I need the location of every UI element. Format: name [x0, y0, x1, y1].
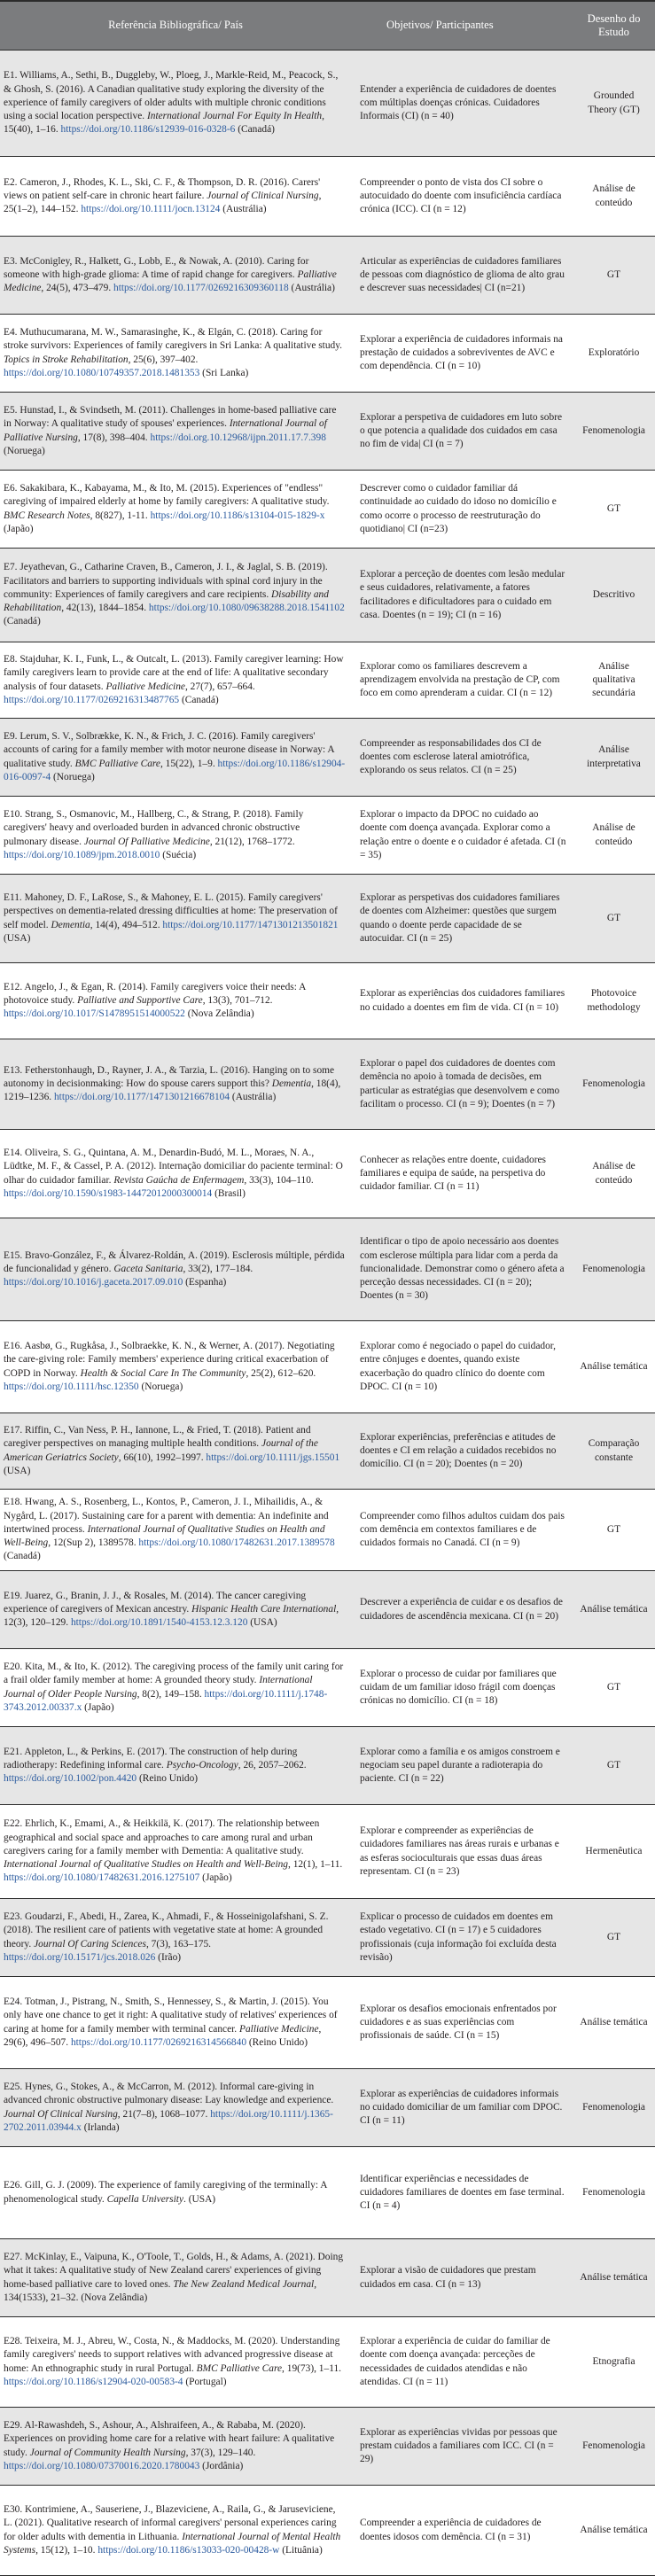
country-text: (Japão) — [4, 523, 34, 534]
reference-text: E12. Angelo, J., & Egan, R. (2014). Family caregivers voice their needs: A photovoice study. — [4, 981, 306, 1006]
reference-details: , 17(8), 398–404. — [77, 432, 151, 443]
reference-details: , 14(4), 494–512. — [90, 919, 163, 930]
doi-link[interactable]: https://doi.org/10.1080/17482631.2016.1275107 — [4, 1872, 200, 1884]
reference-text: E21. Appleton, L., & Perkins, E. (2017). The construction of help during radiotherapy: Redefining informal care. — [4, 1746, 298, 1771]
objective-cell: Identificar o tipo de apoio necessário aos doentes com esclerose múltipla para lidar com a perda da funcionalidade. Demonstrar como o género afeta a perceção dessas necessidades. CI (n = 20); Doentes (n = 30) — [351, 1218, 573, 1321]
objective-cell: Explorar a experiência de cuidadores informais na prestação de cuidados a sobreviventes de AVC e com dependência. CI (n = 10) — [351, 315, 573, 393]
reference-text: E15. Bravo-González, F., & Álvarez-Roldán, A. (2019). Esclerosis múltiple, pérdida de funcionalidad y género. — [4, 1249, 345, 1274]
doi-link[interactable]: https://doi.org/10.1080/07370016.2020.1780043 — [4, 2460, 200, 2471]
journal-name: Journal Of Caring Sciences — [34, 1938, 146, 1950]
country-text: (Jordânia) — [199, 2460, 244, 2471]
table-row — [0, 1805, 655, 1899]
reference-text: E14. Oliveira, S. G., Quintana, A. M., Denardin-Budó, M. L., Moraes, N. A., Lüdtke, M. F., & Cassel, P. A. (2012). Internação domiciliar do paciente terminal: O olhar do cuidador familiar. — [4, 1147, 343, 1186]
reference-text: E20. Kita, M., & Ito, K. (2012). The caregiving process of the family unit caring for a frail older family member at home: A grounded theory study. — [4, 1661, 344, 1686]
journal-name: International Journal of Qualitative Studies on Health and Well-Being — [4, 1523, 325, 1549]
design-cell: Análise qualitativa secundária — [573, 642, 655, 719]
doi-link[interactable]: https://doi.org.10.12968/ijpn.2011.17.7.398 — [150, 432, 326, 443]
country-text: (USA) — [4, 932, 31, 944]
design-cell: Análise temática — [573, 2486, 655, 2576]
design-cell: Análise de conteúdo — [573, 797, 655, 875]
reference-cell — [0, 797, 351, 875]
objective-cell: Conhecer as relações entre doente, cuidadores familiares e equipa de saúde, na perspetiva do cuidador familiar. CI (n = 11) — [351, 1130, 573, 1218]
design-cell: GT — [573, 1899, 655, 1977]
journal-name: International Journal of Qualitative Studies on Health and Well-Being — [4, 1859, 289, 1871]
reference-details: , 33(2), 177–184. — [183, 1263, 253, 1274]
journal-name: Palliative Medicine — [4, 268, 337, 294]
table-row — [0, 1649, 655, 1727]
table-row — [0, 1977, 655, 2069]
objective-cell: Compreender o ponto de vista dos CI sobre o autocuidado do doente com insuficiência cardíaca crónica (ICC). CI (n = 12) — [351, 157, 573, 237]
journal-name: Disability and Rehabilitation — [4, 588, 329, 614]
header-row — [0, 1, 655, 51]
doi-link[interactable]: https://doi.org/10.1177/1471301213501821 — [162, 919, 339, 930]
design-cell: Hermenêutica — [573, 1805, 655, 1899]
doi-link[interactable]: https://doi.org/10.1186/s13104-015-1829-x — [150, 510, 325, 521]
reference-cell — [0, 719, 351, 797]
objective-cell: Compreender as responsabilidades dos CI de doentes com esclerose lateral amiotrófica, explorando os seus relatos. CI (n = 25) — [351, 719, 573, 797]
objective-cell: Explorar o papel dos cuidadores de doentes com demência no apoio à tomada de decisões, em particular as estratégias que desenvolvem e como facilitam o processo. CI (n = 9); Doentes (n = 7) — [351, 1039, 573, 1130]
journal-name: BMC Research Notes — [4, 510, 90, 521]
reference-details: , 33(3), 104–110. — [244, 1174, 314, 1186]
reference-details: , 27(7), 657–664. — [184, 681, 255, 692]
journal-name: Dementia — [271, 1078, 312, 1089]
journal-name: Palliative Medicine — [105, 681, 185, 692]
doi-link[interactable]: https://doi.org/10.1186/s13033-020-00428-w — [97, 2544, 280, 2556]
reference-details: , 66(10), 1992–1997. — [118, 1451, 207, 1463]
reference-text: E24. Totman, J., Pistrang, N., Smith, S., Hennessey, S., & Martin, J. (2015). You only have one chance to get it right: A qualitative study of relatives' experiences of caring at home for a family member with terminal cancer. — [4, 1996, 338, 2035]
doi-link[interactable]: https://doi.org/10.1111/j.1365-2702.2011.03944.x — [4, 2108, 333, 2133]
reference-details: , 25(6), 397–402. — [128, 354, 199, 365]
design-cell: Fenomenologia — [573, 2147, 655, 2239]
reference-text: E4. Muthucumarana, M. W., Samarasinghe, K., & Elgán, C. (2018). Caring for stroke survivors: Experiences of family caregivers in Sri Lanka: A qualitative study. — [4, 326, 343, 352]
table-row — [0, 1130, 655, 1218]
reference-cell — [0, 1571, 351, 1649]
journal-name: Palliative and Supportive Care — [77, 994, 203, 1006]
country-text: (Noruega) — [138, 1381, 183, 1392]
reference-cell — [0, 642, 351, 719]
country-text: (Noruega) — [51, 771, 95, 782]
doi-link[interactable]: https://doi.org/10.1017/S1478951514000522 — [4, 1008, 185, 1020]
doi-link[interactable]: https://doi.org/10.1177/0269216309360118 — [113, 283, 289, 294]
design-cell: GT — [573, 1727, 655, 1805]
journal-name: Journal of the American Geriatrics Society — [4, 1438, 318, 1463]
reference-text: E19. Juarez, G., Branin, J. J., & Rosales, M. (2014). The cancer caregiving experience of caregivers of Mexican ancestry. — [4, 1590, 307, 1615]
objective-cell: Explorar os desafios emocionais enfrentados por cuidadores e as suas experiências com profissionais de saúde. CI (n = 15) — [351, 1977, 573, 2069]
journal-name: International Journal of Mental Health Systems — [4, 2531, 341, 2556]
design-cell: Descritivo — [573, 549, 655, 642]
objective-cell: Descrever a experiência de cuidar e os desafios de cuidadores de ascendência mexicana. CI (n = 20) — [351, 1571, 573, 1649]
journal-name: Topics in Stroke Rehabilitation — [4, 354, 129, 365]
reference-cell — [0, 471, 351, 549]
journal-name: Capella University — [106, 2193, 184, 2205]
design-cell: GT — [573, 237, 655, 315]
design-cell: Fenomenologia — [573, 2069, 655, 2147]
table-body — [0, 51, 655, 2576]
design-cell: Análise de conteúdo — [573, 157, 655, 237]
reference-text: E2. Cameron, J., Rhodes, K. L., Ski, C. F., & Thompson, D. R. (2016). Carers' views on patient self-care in chronic heart failure. — [4, 176, 321, 201]
table-row — [0, 1490, 655, 1571]
journal-name: International Journal of Older People Nursing — [4, 1675, 313, 1700]
table-row — [0, 1727, 655, 1805]
reference-details: , 26, 2057–2062. — [238, 1759, 307, 1771]
reference-details: , 12(3), 120–129. — [4, 1603, 339, 1629]
table-row — [0, 719, 655, 797]
doi-link[interactable]: https://doi.org/10.1080/10749357.2018.1481353 — [4, 367, 200, 378]
reference-cell — [0, 1321, 351, 1413]
design-cell: GT — [573, 1490, 655, 1571]
reference-cell — [0, 875, 351, 963]
country-text: (Canadá) — [235, 124, 275, 136]
table-row — [0, 642, 655, 719]
table-row — [0, 963, 655, 1039]
reference-text: E25. Hynes, G., Stokes, A., & McCarron, M. (2012). Informal care-giving in advanced chronic obstructive pulmonary disease: Lay knowledge and experience. — [4, 2081, 334, 2106]
reference-text: E26. Gill, G. J. (2009). The experience of family caregiving of the terminally: A phenomenological study. — [4, 2180, 327, 2205]
reference-text: E9. Lerum, S. V., Solbrække, K. N., & Frich, J. C. (2016). Family caregivers' accounts of caring for a family member with motor neurone disease in Norway: A qualitative study. — [4, 730, 334, 769]
journal-name: International Journal of Palliative Nursing — [4, 418, 327, 443]
reference-text: E18. Hwang, A. S., Rosenberg, L., Kontos, P., Cameron, J. I., Mihailidis, A., & Nygård, L. (2017). Sustaining care for a parent with dementia: An indefinite and intertwined process. — [4, 1497, 329, 1535]
journal-name: Palliative Medicine — [239, 2023, 319, 2035]
objective-cell: Explorar a perspetiva de cuidadores em luto sobre o que potencia a qualidade dos cuidados em casa no fim de vida| CI (n = 7) — [351, 393, 573, 471]
objective-cell: Explorar a perceção de doentes com lesão medular e seus cuidadores, relativamente, a fatores facilitadores e dificultadores para o cuidado em casa. Doentes (n = 19); CI (n = 16) — [351, 549, 573, 642]
reference-details: , 29(6), 496–507. — [4, 2023, 322, 2048]
objective-cell: Entender a experiência de cuidadores de doentes com múltiplas doenças crónicas. Cuidadores Informais (CI) (n = 40) — [351, 51, 573, 157]
journal-name: Psycho-Oncology — [166, 1759, 238, 1771]
reference-cell — [0, 1413, 351, 1490]
objective-cell: Descrever como o cuidador familiar dá continuidade ao cuidado do idoso no domicílio e como ocorre o processo de reestruturação do quotidiano| CI (n=23) — [351, 471, 573, 549]
reference-cell — [0, 1899, 351, 1977]
reference-details: , 15(12), 1–10. — [35, 2544, 98, 2556]
table-row — [0, 1321, 655, 1413]
reference-details: , 24(5), 473–479. — [41, 283, 114, 294]
table-row — [0, 1571, 655, 1649]
journal-name: Revista Gaúcha de Enfermagem — [113, 1174, 245, 1186]
reference-cell — [0, 2408, 351, 2486]
reference-details: , 7(3), 163–175. — [145, 1938, 212, 1950]
objective-cell: Identificar experiências e necessidades de cuidadores familiares de doentes em fase terminal. CI (n = 4) — [351, 2147, 573, 2239]
objective-cell: Compreender como filhos adultos cuidam dos pais com demência em contextos familiares e de cuidados formais no Canadá. CI (n = 9) — [351, 1490, 573, 1571]
objective-cell: Explorar a experiência de cuidar do familiar de doente com doença avançada: perceções de necessidades de cuidados atendidas e não atendidas. CI (n = 11) — [351, 2317, 573, 2408]
doi-link[interactable]: https://doi.org/10.1177/1471301216678104 — [53, 1092, 230, 1103]
header-objectives: Objetivos/ Participantes — [351, 1, 573, 51]
table-row — [0, 2317, 655, 2408]
reference-cell — [0, 1805, 351, 1899]
country-text: (Noruega) — [4, 445, 45, 456]
reference-cell — [0, 237, 351, 315]
journal-name: International Journal For Equity In Health — [146, 111, 323, 122]
design-cell: Grounded Theory (GT) — [573, 51, 655, 157]
reference-cell — [0, 1977, 351, 2069]
objective-cell: Explorar as experiências de cuidadores informais no cuidado domiciliar de um familiar com DPOC. CI (n = 11) — [351, 2069, 573, 2147]
reference-cell — [0, 1490, 351, 1571]
reference-text: E16. Aasbø, G., Rugkåsa, J., Solbraekke, K. N., & Werner, A. (2017). Negotiating the care-giving role: Family members' experience during critical exacerbation of COPD in Norway. — [4, 1340, 335, 1379]
reference-details: , 15(40), 1–16. — [4, 111, 324, 136]
country-text: (Portugal) — [183, 2376, 227, 2387]
objective-cell: Explorar como os familiares descrevem a aprendizagem envolvida na prestação de CP, com foco em como aprenderam a cuidar. CI (n = 12) — [351, 642, 573, 719]
reference-details: , 42(13), 1844–1854. — [61, 603, 149, 614]
design-cell: Exploratório — [573, 315, 655, 393]
journal-name: Health & Social Care In The Community — [80, 1367, 246, 1379]
table-row — [0, 471, 655, 549]
doi-link[interactable]: https://doi.org/10.1177/0269216313487765 — [4, 694, 180, 705]
reference-details: , 13(3), 701–712. — [202, 994, 273, 1006]
country-text: (Nova Zelândia) — [184, 1008, 254, 1020]
reference-cell — [0, 1039, 351, 1130]
country-text: (Austrália) — [220, 204, 267, 215]
country-text: (Sri Lanka) — [199, 367, 249, 378]
reference-details: . (USA) — [183, 2193, 216, 2205]
table-row — [0, 1218, 655, 1321]
reference-text: E11. Mahoney, D. F., LaRose, S., & Mahoney, E. L. (2015). Family caregivers' perspectives on dementia-related dressing difficulties at home: The preservation of self model. — [4, 891, 338, 930]
country-text: (Lituânia) — [279, 2544, 323, 2556]
country-text: (Irão) — [155, 1951, 182, 1963]
objective-cell: Explorar experiências, preferências e atitudes de doentes e CI em relação a cuidados recebidos no domicílio. CI (n = 20); Doentes (n = 20) — [351, 1413, 573, 1490]
journal-name: Journal Of Palliative Medicine — [83, 836, 210, 847]
country-text: (USA) — [4, 1465, 31, 1476]
reference-text: E23. Goudarzi, F., Abedi, H., Zarea, K., Ahmadi, F., & Hosseinigolafshani, S. Z. (2018). The resilient care of patients with vegetative state at home: A grounded theory. — [4, 1911, 329, 1950]
reference-text: E3. McConigley, R., Halkett, G., Lobb, E., & Nowak, A. (2010). Caring for someone with high-grade glioma: A time of rapid change for caregivers. — [4, 255, 309, 280]
doi-link[interactable]: https://doi.org/10.1002/pon.4420 — [4, 1773, 137, 1785]
objective-cell: Explorar a visão de cuidadores que prestam cuidados em casa. CI (n = 13) — [351, 2239, 573, 2317]
reference-cell — [0, 1218, 351, 1321]
reference-cell — [0, 51, 351, 157]
design-cell: Análise temática — [573, 2239, 655, 2317]
header-design: Desenho do Estudo — [573, 1, 655, 51]
design-cell: Análise temática — [573, 1321, 655, 1413]
table-row — [0, 393, 655, 471]
reference-text: E10. Strang, S., Osmanovic, M., Hallberg, C., & Strang, P. (2018). Family caregivers' heavy and overloaded burden in advanced chronic obstructive pulmonary disease. — [4, 808, 304, 847]
objective-cell: Explorar o impacto da DPOC no cuidado ao doente com doença avançada. Explorar como a relação entre o doente e o cuidador é afetada. CI (n = 35) — [351, 797, 573, 875]
reference-text: E8. Stajduhar, K. I., Funk, L., & Outcalt, L. (2013). Family caregiver learning: How family caregivers learn to provide care at the end of life: A qualitative secondary analysis of four datasets. — [4, 653, 344, 692]
reference-cell — [0, 315, 351, 393]
doi-link[interactable]: https://doi.org/10.1111/hsc.12350 — [4, 1381, 139, 1392]
doi-link[interactable]: https://doi.org/10.1080/09638288.2018.1541102 — [148, 603, 345, 614]
reference-details: , 25(1–2), 144–152. — [4, 190, 322, 215]
journal-name: BMC Palliative Care — [74, 758, 160, 769]
doi-link[interactable]: https://doi.org/10.1186/s12939-016-0328-6 — [60, 124, 236, 136]
objective-cell: Explicar o processo de cuidados em doentes em estado vegetativo. CI (n = 17) e 5 cuidadores profissionais (cuja informação foi excluída desta revisão) — [351, 1899, 573, 1977]
journal-name: Journal of Clinical Nursing — [207, 190, 319, 201]
table-row — [0, 2486, 655, 2576]
country-text: (Austrália) — [230, 1092, 277, 1103]
reference-details: , 19(73), 1–11. — [282, 2362, 342, 2374]
table-row — [0, 157, 655, 237]
objective-cell: Explorar as perspetivas dos cuidadores familiares de doentes com Alzheimer: questões que surgem quando o doente perde capacidade de se autocuidar. CI (n = 25) — [351, 875, 573, 963]
country-text: (Canadá) — [4, 1551, 41, 1562]
table-header — [0, 1, 655, 51]
journal-name: Dementia — [51, 919, 90, 930]
country-text: (USA) — [247, 1617, 277, 1629]
doi-link[interactable]: https://doi.org/10.15171/jcs.2018.026 — [4, 1951, 156, 1963]
table-row — [0, 2239, 655, 2317]
doi-link[interactable]: https://doi.org/10.1089/jpm.2018.0010 — [4, 849, 160, 860]
doi-link[interactable]: https://doi.org/10.1177/0269216314566840 — [70, 2036, 247, 2048]
table-row — [0, 1413, 655, 1490]
journal-name: Gaceta Sanitaria — [113, 1263, 183, 1274]
design-cell: Fenomenologia — [573, 2408, 655, 2486]
doi-link[interactable]: https://doi.org/10.1186/s12904-020-00583-4 — [4, 2376, 183, 2387]
reference-cell — [0, 157, 351, 237]
table-row — [0, 1039, 655, 1130]
country-text: (Austrália) — [288, 283, 335, 294]
objective-cell: Explorar e compreender as experiências de cuidadores familiares nas áreas rurais e urbanas e as esferas socioculturais que essas duas áreas representam. CI (n = 23) — [351, 1805, 573, 1899]
reference-details: , 15(22), 1–9. — [160, 758, 218, 769]
country-text: (Reino Unido) — [246, 2036, 308, 2048]
reference-text: E17. Riffin, C., Van Ness, P. H., Iannone, L., & Fried, T. (2018). Patient and caregiver perspectives on managing multiple health conditions. — [4, 1424, 311, 1450]
country-text: (Suécia) — [160, 849, 197, 860]
reference-cell — [0, 1727, 351, 1805]
journal-name: BMC Palliative Care — [196, 2362, 283, 2374]
objective-cell: Explorar como é negociado o papel do cuidador, entre cônjuges e doentes, quando existe exacerbação do quadro clínico do doente com DPOC. CI (n = 10) — [351, 1321, 573, 1413]
objective-cell: Compreender a experiência de cuidadores de doentes idosos com demência. CI (n = 31) — [351, 2486, 573, 2576]
doi-link[interactable]: https://doi.org/10.1111/j.1748-3743.2012.00337.x — [4, 1688, 328, 1713]
reference-cell — [0, 2317, 351, 2408]
reference-text: E22. Ehrlich, K., Emami, A., & Heikkilä, K. (2017). The relationship between geographical and social space and approaches to care among rural and urban caregivers caring for a family member with Dementia: A qualitative study. — [4, 1818, 320, 1856]
reference-details: , 12(1), 1–11. — [288, 1859, 343, 1871]
reference-details: , 8(2), 149–158. — [136, 1688, 205, 1700]
design-cell: Análise temática — [573, 1977, 655, 2069]
doi-link[interactable]: https://doi.org/10.1186/s12904-016-0097-4 — [4, 758, 346, 782]
country-text: (Canadá) — [179, 694, 219, 705]
design-cell: Photovoice methodology — [573, 963, 655, 1039]
doi-link[interactable]: https://doi.org/10.1111/jocn.13124 — [81, 204, 221, 215]
reference-cell — [0, 1649, 351, 1727]
design-cell: Fenomenologia — [573, 393, 655, 471]
doi-link[interactable]: https://doi.org/10.1080/17482631.2017.1389578 — [138, 1537, 335, 1549]
country-text: (Brasil) — [212, 1187, 246, 1199]
country-text: (Espanha) — [183, 1277, 227, 1288]
reference-cell — [0, 2069, 351, 2147]
table-row — [0, 797, 655, 875]
reference-cell — [0, 549, 351, 642]
reference-text: E28. Teixeira, M. J., Abreu, W., Costa, N., & Maddocks, M. (2020). Understanding family caregivers' needs to support relatives with advanced progressive disease at home: An ethnographic study in rural Portugal. — [4, 2335, 340, 2374]
reference-details: , 12(Sup 2), 1389578. — [48, 1537, 139, 1549]
reference-text: E1. Williams, A., Sethi, B., Duggleby, W., Ploeg, J., Markle-Reid, M., Peacock, S., & Ghosh, S. (2016). A Canadian qualitative study exploring the diversity of the experience of family caregivers of older adults with multiple chronic conditions using a social location perspective. — [4, 70, 339, 122]
reference-details: , 8(827), 1-11. — [90, 510, 151, 521]
reference-cell — [0, 2239, 351, 2317]
doi-link[interactable]: https://doi.org/10.1111/jgs.15501 — [206, 1451, 340, 1463]
journal-name: Journal Of Clinical Nursing — [4, 2108, 118, 2120]
doi-link[interactable]: https://doi.org/10.1016/j.gaceta.2017.09.010 — [4, 1277, 183, 1288]
table-row — [0, 1899, 655, 1977]
reference-text: E6. Sakakibara, K., Kabayama, M., & Ito, M. (2015). Experiences of "endless" caregiving of impaired elderly at home by family caregivers: A qualitative study. — [4, 482, 330, 508]
reference-text: E7. Jeyathevan, G., Catharine Craven, B., Cameron, J. I., & Jaglal, S. B. (2019). Facilitators and barriers to supporting individuals with spinal cord injury in the community: Experiences of family caregivers and care recipients. — [4, 562, 328, 600]
table-row — [0, 51, 655, 157]
doi-link[interactable]: https://doi.org/10.1891/1540-4153.12.3.120 — [70, 1617, 248, 1629]
reference-cell — [0, 393, 351, 471]
design-cell: Etnografia — [573, 2317, 655, 2408]
reference-details: , 37(3), 129–140. — [185, 2447, 256, 2458]
country-text: (Irlanda) — [81, 2121, 120, 2133]
design-cell: Análise de conteúdo — [573, 1130, 655, 1218]
design-cell: Análise temática — [573, 1571, 655, 1649]
country-text: (Canadá) — [4, 616, 41, 627]
reference-cell — [0, 963, 351, 1039]
reference-text: E5. Hunstad, I., & Svindseth, M. (2011). Challenges in home-based palliative care in Norway: A qualitative study of spouses' experiences. — [4, 404, 337, 430]
table-row — [0, 237, 655, 315]
country-text: (Japão) — [199, 1872, 232, 1884]
objective-cell: Explorar como a família e os amigos constroem e negociam seu papel durante a radioterapia do paciente. CI (n = 22) — [351, 1727, 573, 1805]
design-cell: Fenomenologia — [573, 1039, 655, 1130]
table-row — [0, 315, 655, 393]
design-cell: Fenomenologia — [573, 1218, 655, 1321]
table-row — [0, 875, 655, 963]
reference-details: , 25(2), 612–620. — [246, 1367, 316, 1379]
reference-details: , 21(12), 1768–1772. — [209, 836, 295, 847]
reference-cell — [0, 1130, 351, 1218]
table-row — [0, 2069, 655, 2147]
journal-name: Journal of Community Health Nursing — [29, 2447, 186, 2458]
doi-link[interactable]: https://doi.org/10.1590/s1983-14472012000300014 — [4, 1187, 213, 1199]
objective-cell: Explorar as experiências dos cuidadores familiares no cuidado a doentes em fim de vida. CI (n = 10) — [351, 963, 573, 1039]
header-reference: Referência Bibliográfica/ País — [0, 1, 351, 51]
reference-text: E29. Al-Rawashdeh, S., Ashour, A., Alshraifeen, A., & Rababa, M. (2020). Experiences on providing home care for a relative with heart failure: A qualitative study. — [4, 2419, 335, 2458]
reference-cell — [0, 2486, 351, 2576]
design-cell: GT — [573, 1649, 655, 1727]
objective-cell: Articular as experiências de cuidadores familiares de pessoas com diagnóstico de glioma de alto grau e descrever suas necessidades| CI (n=21) — [351, 237, 573, 315]
reference-cell — [0, 2147, 351, 2239]
reference-text: E30. Kontrimiene, A., Sauseriene, J., Blazeviciene, A., Raila, G., & Jaruseviciene, L. (2021). Qualitative research of informal caregivers' personal experiences caring for older adults with dementia in Lithuania. — [4, 2503, 337, 2542]
journal-name: Hispanic Health Care International — [191, 1603, 337, 1615]
country-text: (Japão) — [82, 1701, 114, 1713]
design-cell: GT — [573, 875, 655, 963]
country-text: (Reino Unido) — [136, 1773, 199, 1785]
design-cell: Análise interpretativa — [573, 719, 655, 797]
objective-cell: Explorar as experiências vividas por pessoas que prestam cuidados a familiares com ICC. CI (n = 29) — [351, 2408, 573, 2486]
reference-details: , 18(4), 1219–1236. — [4, 1078, 341, 1103]
reference-text: E27. McKinlay, E., Vaipuna, K., O'Toole, T., Golds, H., & Adams, A. (2021). Doing what it takes: A qualitative study of New Zealand carers' experiences of giving home-based palliative care to loved ones. — [4, 2251, 344, 2290]
design-cell: GT — [573, 471, 655, 549]
table-row — [0, 2147, 655, 2239]
table-row — [0, 2408, 655, 2486]
table-row — [0, 549, 655, 642]
journal-name: The New Zealand Medical Journal — [173, 2278, 315, 2290]
reference-text: E13. Fetherstonhaugh, D., Rayner, J. A., & Tarzia, L. (2016). Hanging on to some autonomy in decisionmaking: How do spouse carers support this? — [4, 1064, 335, 1089]
design-cell: Comparação constante — [573, 1413, 655, 1490]
objective-cell: Explorar o processo de cuidar por familiares que cuidam de um familiar idoso frágil com doenças crónicas no domicílio. CI (n = 18) — [351, 1649, 573, 1727]
reference-details: , 134(1533), 21–32. (Nova Zelândia) — [4, 2278, 317, 2303]
reference-details: , 21(7–8), 1068–1077. — [117, 2108, 211, 2120]
